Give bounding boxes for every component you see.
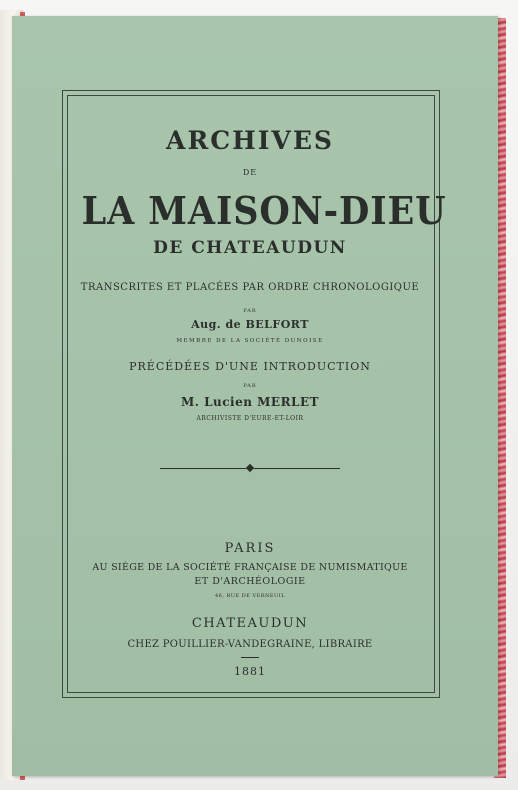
- divider-line-left: [160, 468, 246, 469]
- par-label-2: PAR: [243, 383, 257, 389]
- imprint-city-paris: PARIS: [224, 541, 276, 556]
- author-name: Aug. de BELFORT: [191, 318, 309, 331]
- subtitle-transcribed: TRANSCRITES ET PLACÉES PAR ORDRE CHRONOLOGIQUE: [80, 282, 420, 293]
- introduction-author-role: ARCHIVISTE D'EURE-ET-LOIR: [196, 415, 304, 422]
- imprint-publisher-chateaudun: CHEZ POUILLIER-VANDEGRAINE, LIBRAIRE: [127, 639, 373, 650]
- publication-year: 1881: [234, 665, 266, 678]
- title-de: DE: [242, 168, 258, 177]
- inner-border-frame: [67, 95, 447, 693]
- title-place: DE CHATEAUDUN: [153, 238, 347, 258]
- ornamental-divider: [160, 467, 340, 471]
- imprint-city-chateaudun: CHATEAUDUN: [191, 616, 309, 631]
- imprint-address: 46, RUE DE VERNEUIL: [214, 593, 286, 599]
- par-label-1: PAR: [243, 308, 257, 314]
- introduction-author: M. Lucien MERLET: [180, 395, 320, 409]
- imprint-publisher-paris-line1: AU SIÈGE DE LA SOCIÉTÉ FRANÇAISE DE NUMISMATIQUE: [92, 562, 408, 573]
- subtitle-preceded: PRÉCÉDÉES D'UNE INTRODUCTION: [129, 360, 371, 373]
- divider-line-right: [254, 468, 340, 469]
- main-title: LA MAISON-DIEU: [81, 188, 447, 233]
- imprint-publisher-paris-line2: ET D'ARCHÉOLOGIE: [194, 576, 306, 587]
- title-archives: ARCHIVES: [166, 126, 334, 155]
- author-role: MEMBRE DE LA SOCIÉTÉ DUNOISE: [176, 338, 324, 344]
- short-rule: [241, 657, 259, 658]
